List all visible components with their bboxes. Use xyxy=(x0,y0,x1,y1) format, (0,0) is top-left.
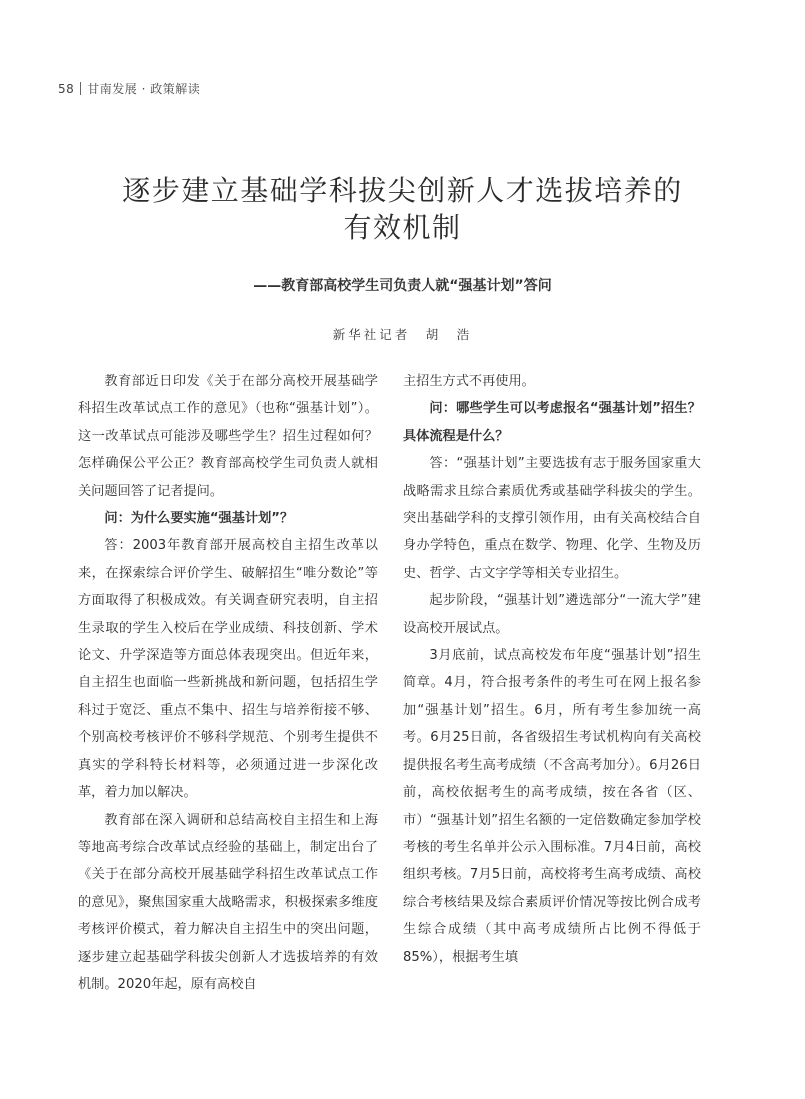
paragraph-continued: 主招生方式不再使用。 xyxy=(403,374,535,389)
right-column xyxy=(403,368,701,971)
question: 问：哪些学生可以考虑报名“强基计划”招生？具体流程是什么？ xyxy=(403,401,701,444)
title-line-1: 逐步建立基础学科拔尖创新人才选拔培养的 xyxy=(122,174,683,207)
header-divider xyxy=(80,82,81,95)
running-header xyxy=(58,80,200,97)
paragraph: 教育部在深入调研和总结高校自主招生和上海等地高考综合改革试点经验的基础上，制定出台了《关于在部分高校开展基础学科招生改革试点工作的意见》，聚焦国家重大战略需求，积极探索多维度考核评价模式，着力解决自主招生中的突出问题，逐步建立起基础学科拔尖创新人才选拔培养的有效机制。2020年起，原有高校自 xyxy=(78,812,378,992)
article-subtitle: ——教育部高校学生司负责人就“强基计划”答问 xyxy=(253,278,552,294)
page-number: 58 xyxy=(58,82,75,96)
paragraph: 答：2003年教育部开展高校自主招生改革以来，在探索综合评价学生、破解招生“唯分数论”等方面取得了积极成效。有关调查研究表明，自主招生录取的学生入校后在学业成绩、科技创新、学术论文、升学深造等方面总体表现突出。但近年来，自主招生也面临一些新挑战和新问题，包括招生学科过于宽泛、重点不集中、招生与培养衔接不够、个别高校考核评价不够科学规范、个别考生提供不真实的学科特长材料等，必须通过进一步深化改革，着力加以解决。 xyxy=(78,538,378,801)
paragraph: 3月底前，试点高校发布年度“强基计划”招生简章。4月，符合报考条件的考生可在网上报名参加“强基计划”招生。6月，所有考生参加统一高考。6月25日前，各省级招生考试机构向有关高校提供报名考生高考成绩（不含高考加分）。6月26日前，高校依据考生的高考成绩，按在各省（区、市）“强基计划”招生名额的一定倍数确定参加学校考核的考生名单并公示入围标准。7月4日前，高校组织考核。7月5日前，高校将考生高考成绩、高校综合考核结果及综合素质评价情况等按比例合成考生综合成绩（其中高考成绩所占比例不得低于85%），根据考生填 xyxy=(403,648,701,965)
section-name: 甘南发展 · 政策解读 xyxy=(87,82,201,96)
title-line-2: 有效机制 xyxy=(343,211,462,244)
paragraph: 教育部近日印发《关于在部分高校开展基础学科招生改革试点工作的意见》（也称“强基计划”）。这一改革试点可能涉及哪些学生？招生过程如何？怎样确保公平公正？教育部高校学生司负责人就相关问题回答了记者提问。 xyxy=(78,374,378,499)
paragraph: 起步阶段，“强基计划”遴选部分“一流大学”建设高校开展试点。 xyxy=(403,593,701,636)
question: 问：为什么要实施“强基计划”？ xyxy=(104,511,294,527)
article-title xyxy=(0,172,805,246)
paragraph: 答：“强基计划”主要选拔有志于服务国家重大战略需求且综合素质优秀或基础学科拔尖的学生。突出基础学科的支撑引领作用，由有关高校结合自身办学特色，重点在数学、物理、化学、生物及历史、哲学、古文字学等相关专业招生。 xyxy=(403,456,701,581)
left-column xyxy=(78,368,378,998)
byline: 新华社记者 胡 浩 xyxy=(332,327,473,342)
